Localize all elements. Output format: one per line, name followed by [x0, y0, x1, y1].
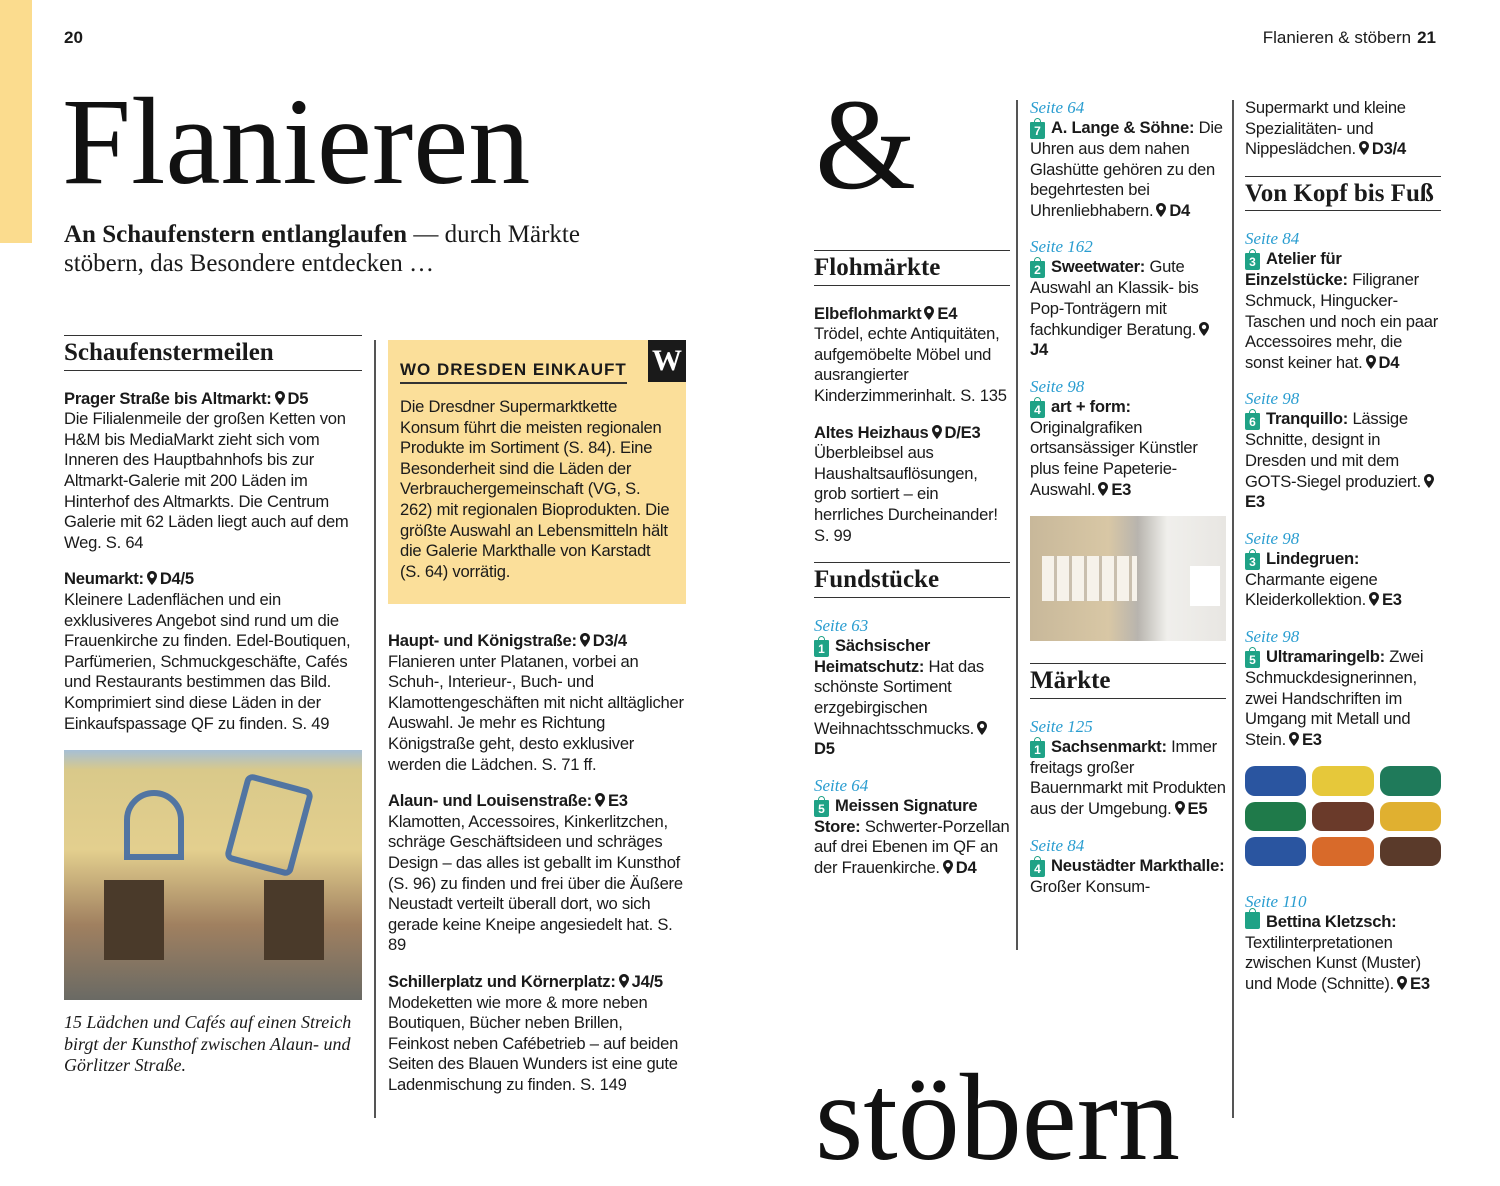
map-pin-icon: [977, 721, 987, 735]
running-head-title: Flanieren & stöbern: [1262, 28, 1412, 47]
shopping-bag-icon: 3: [1245, 553, 1260, 570]
map-pin-icon: [1424, 474, 1434, 488]
map-pin-icon: [595, 793, 605, 807]
map-grid-ref[interactable]: D3/4: [1371, 139, 1406, 159]
section-heading: Märkte: [1030, 663, 1226, 699]
entry-text: Die Filialenmeile der großen Ketten von H&M bis MediaMarkt zieht sich vom Inneren des Hauptbahnhofs bis zur Altmarkt-Galerie mit 200 Läden im Hinterhof des Altmarkts. Die Centrum Galerie mit 62 Läden liegt auch auf dem Weg. S. 64: [64, 409, 349, 552]
map-grid-ref[interactable]: D4/5: [159, 569, 194, 589]
page-reference-link[interactable]: Seite 98: [1245, 528, 1300, 548]
map-grid-ref[interactable]: E3: [1111, 479, 1132, 499]
entry-title: Neumarkt:: [64, 569, 144, 589]
entry-text: Trödel, echte Antiquitäten, aufgemöbelte Möbel und ausrangierter Kinderzimmerinhalt. S. 135: [814, 324, 1007, 405]
intro-text: [64, 220, 624, 278]
entry-title: Lindegruen:: [1266, 548, 1360, 568]
entry-title: Sachsenmarkt:: [1051, 736, 1167, 756]
page-reference-link[interactable]: Seite 63: [814, 615, 869, 635]
map-pin-icon: [1369, 592, 1379, 606]
page-reference-link[interactable]: Seite 110: [1245, 892, 1307, 912]
entry: [1030, 98, 1226, 221]
entry-text: Originalgrafiken ortsansässiger Künstler plus feine Papeterie-Auswahl.: [1030, 417, 1198, 499]
column-streets: [388, 631, 686, 1111]
shopping-bag-icon: 4: [1030, 860, 1045, 877]
map-pin-icon: [1199, 322, 1209, 336]
page-reference-link[interactable]: Seite 84: [1030, 835, 1085, 855]
title-stoebern: stöbern: [815, 1049, 1181, 1186]
entry-text: Überbleibsel aus Haushaltsauflösungen, grob sortiert – ein herrliches Durcheinander! S. 99: [814, 443, 998, 545]
photo-kunsthof: [64, 750, 362, 1000]
entry-title: Sweetwater:: [1051, 257, 1146, 277]
map-pin-icon: [147, 571, 157, 585]
page-number-left: 20: [64, 28, 83, 47]
entry: [1245, 389, 1441, 512]
map-grid-ref[interactable]: D5: [287, 388, 309, 408]
photo-gallery: [1030, 516, 1226, 641]
entry: [64, 569, 362, 734]
entry-text: Filigraner Schmuck, Hingucker-Taschen und noch ein paar Accessoires mehr, die sonst keiner hat.: [1245, 270, 1439, 372]
entry: [388, 631, 686, 775]
info-box-title: WO DRESDEN EINKAUFT: [400, 360, 627, 384]
map-pin-icon: [580, 633, 590, 647]
shopping-bag-icon: 7: [1030, 122, 1045, 139]
page-number-right: 21: [1417, 28, 1436, 47]
page-reference-link[interactable]: Seite 64: [1030, 98, 1085, 117]
entry: [1245, 529, 1441, 611]
entry: [1245, 892, 1441, 994]
map-pin-icon: [1366, 355, 1376, 369]
entry: [814, 304, 1010, 407]
map-grid-ref[interactable]: D4: [1378, 352, 1400, 372]
page-reference-link[interactable]: Seite 162: [1030, 237, 1093, 257]
intro-rest: — durch Märkte stöbern, das Besondere entdecken …: [64, 221, 580, 277]
photo-caption: 15 Lädchen und Cafés auf einen Streich birgt der Kunsthof zwischen Alaun- und Görlitzer Straße.: [64, 1012, 352, 1076]
intro-bold: An Schaufenstern entlanglaufen: [64, 221, 408, 248]
entry-title: Bettina Kletzsch:: [1266, 912, 1397, 932]
shopping-bag-icon: 3: [1245, 253, 1260, 270]
shopping-bag-icon: [1245, 912, 1260, 929]
entry: [814, 423, 1010, 547]
map-pin-icon: [619, 974, 629, 988]
entry-title: Altes Heizhaus: [814, 422, 929, 442]
title-flanieren: Flanieren: [62, 73, 531, 210]
entry: [1030, 237, 1226, 360]
map-grid-ref[interactable]: E4: [937, 303, 958, 323]
map-pin-icon: [932, 425, 942, 439]
entry: [1030, 836, 1226, 898]
shopping-bag-icon: 5: [1245, 651, 1260, 668]
continued-entry: [1245, 98, 1441, 160]
map-pin-icon: [924, 306, 934, 320]
entry-title: Haupt- und Königstraße:: [388, 631, 577, 650]
entry-title: Atelier für Einzelstücke:: [1245, 249, 1348, 290]
page-reference-link[interactable]: Seite 98: [1030, 376, 1085, 396]
page-reference-link[interactable]: Seite 84: [1245, 229, 1300, 249]
photo-belt-bags: [1245, 766, 1441, 866]
map-grid-ref[interactable]: E3: [1410, 974, 1430, 994]
map-pin-icon: [1289, 732, 1299, 746]
shopping-bag-icon: 2: [1030, 261, 1045, 278]
entry: [1245, 229, 1441, 373]
column-flohmaerkte: [814, 250, 1010, 894]
shopping-bag-icon: 5: [814, 800, 829, 817]
entry-title: Meissen Signature Store:: [814, 795, 978, 836]
entry: [814, 616, 1010, 760]
entry-text: Textilinterpretationen zwischen Kunst (Muster) und Mode (Schnitte).: [1245, 932, 1421, 994]
info-box-text: Die Dresdner Supermarktkette Konsum führt die meisten regionalen Produkte im Sortiment (S. 84). Eine Besonderheit sind die Läden der Verbrauchergemeinschaft (VG, S. 262) mit regionalen Bioprodukten. Die größte Auswahl an Lebensmitteln hält die Galerie Markthalle von Karstadt (S. 64) vorrätig.: [400, 397, 670, 581]
entry-title: Elbeflohmarkt: [814, 303, 922, 323]
shopping-bag-icon: 6: [1245, 413, 1260, 430]
column-divider: [1016, 100, 1018, 950]
yellow-page-tab: [0, 0, 32, 243]
map-grid-ref[interactable]: E5: [1187, 798, 1208, 818]
section-heading: Flohmärkte: [814, 250, 1010, 286]
shopping-bag-icon: 4: [1030, 401, 1045, 418]
entry-text: Zwei Schmuckdesignerinnen, zwei Handschriften im Umgang mit Metall und Stein.: [1245, 646, 1424, 749]
entry: [388, 972, 686, 1096]
entry-title: Schillerplatz und Körnerplatz:: [388, 971, 616, 991]
entry-text: Großer Konsum-: [1030, 876, 1151, 896]
running-head: [1263, 28, 1436, 48]
entry-title: Tranquillo:: [1266, 409, 1349, 429]
entry-text: Lässige Schnitte, designt in Dresden und mit dem GOTS-Siegel produziert.: [1245, 409, 1421, 491]
entry-title: Ultramaringelb:: [1266, 646, 1385, 666]
entry: [388, 791, 686, 956]
entry-title: Neustädter Markthalle:: [1051, 855, 1225, 875]
map-grid-ref[interactable]: E3: [1301, 729, 1322, 749]
info-box: [388, 340, 686, 604]
column-schaufenstermeilen: [64, 335, 362, 1077]
entry-text: Modeketten wie more & more neben Boutiquen, Bücher neben Brillen, Feinkost neben Cafébetrieb – auf beiden Seiten des Blauen Wunders ist eine gute Ladenmischung zu finden. S. 149: [388, 992, 679, 1094]
map-grid-ref[interactable]: D/E3: [944, 422, 981, 442]
page-reference-link[interactable]: Seite 98: [1245, 626, 1300, 646]
map-grid-ref[interactable]: E3: [607, 791, 628, 811]
entry-title: art + form:: [1051, 396, 1131, 416]
map-pin-icon: [1098, 482, 1108, 496]
column-5: [1245, 98, 1441, 1011]
map-pin-icon: [1156, 203, 1166, 217]
section-heading: Schaufenstermeilen: [64, 335, 362, 371]
map-grid-ref[interactable]: J4: [1030, 340, 1048, 360]
entry-text: Hat das schönste Sortiment erzgebirgischen Weihnachtsschmucks.: [814, 656, 984, 738]
map-grid-ref[interactable]: E3: [1381, 590, 1402, 610]
entry-text: Immer freitags großer Bauernmarkt mit Produkten aus der Umgebung.: [1030, 736, 1226, 818]
entry-text: Flanieren unter Platanen, vorbei an Schuh-, Interieur-, Buch- und Klamottengeschäften mit nicht alltäglicher Auswahl. Je mehr es Richtung Königstraße geht, desto exklusiver werden die Lädchen. S. 71 ff.: [388, 651, 684, 774]
page-reference-link[interactable]: Seite 64: [814, 775, 869, 795]
page-reference-link[interactable]: Seite 125: [1030, 716, 1093, 736]
page-reference-link[interactable]: Seite 98: [1245, 389, 1300, 409]
map-pin-icon: [1359, 141, 1369, 155]
map-grid-ref[interactable]: D4: [955, 857, 977, 877]
w-logo: W: [648, 340, 686, 382]
entry: [1030, 717, 1226, 820]
column-divider: [374, 340, 376, 1118]
map-grid-ref[interactable]: D5: [814, 739, 835, 759]
column-divider: [1232, 100, 1234, 1118]
entry-title: Prager Straße bis Altmarkt:: [64, 388, 272, 408]
title-ampersand: &: [815, 73, 917, 217]
map-grid-ref[interactable]: E3: [1245, 492, 1265, 512]
map-grid-ref[interactable]: D4: [1169, 200, 1191, 220]
entry: [64, 389, 362, 554]
entry-text: Die Uhren aus dem nahen Glashütte gehören zu den begehrtesten bei Uhrenliebhabern.: [1030, 118, 1223, 220]
map-pin-icon: [1175, 801, 1185, 815]
shopping-bag-icon: 1: [1030, 741, 1045, 758]
entry-title: A. Lange & Söhne:: [1051, 118, 1195, 137]
column-4: [1030, 98, 1226, 913]
section-heading: Fundstücke: [814, 562, 1010, 598]
entry-title: Alaun- und Louisenstraße:: [388, 791, 592, 811]
entry-title: Sächsischer Heimatschutz:: [814, 635, 931, 676]
map-grid-ref[interactable]: D3/4: [592, 631, 627, 650]
map-grid-ref[interactable]: J4/5: [631, 971, 663, 991]
entry-text: Klamotten, Accessoires, Kinkerlitzchen, schräge Geschäftsideen und schräges Design – das alles ist geballt im Kunsthof (S. 96) zu finden und frei über die Äußere Neustadt verteilt überall dort, wo sich gerade keine Kneipe angesiedelt hat. S. 89: [388, 811, 683, 955]
map-pin-icon: [1397, 976, 1407, 990]
entry-text: Kleinere Ladenflächen und ein exklusiveres Angebot sind rund um die Frauenkirche zu finden. Edel-Boutiquen, Parfümerien, Schmuckgeschäfte, Cafés und Restaurants bestimmen das Bild. Komprimiert sind diese Läden in der Einkaufspassage QF zu finden. S. 49: [64, 589, 351, 733]
entry: [1245, 627, 1441, 750]
map-pin-icon: [943, 860, 953, 874]
entry: [1030, 377, 1226, 500]
map-pin-icon: [275, 391, 285, 405]
entry: [814, 776, 1010, 879]
shopping-bag-icon: 1: [814, 640, 829, 657]
entry-text: Schwerter-Porzellan auf drei Ebenen im QF an der Frauenkirche.: [814, 816, 1010, 877]
entry-text: Supermarkt und kleine Spezialitäten- und Nippeslädchen.: [1245, 98, 1406, 159]
entry-text: Charmante eigene Kleiderkollektion.: [1245, 569, 1378, 610]
section-heading: Von Kopf bis Fuß: [1245, 176, 1441, 212]
entry-text: Gute Auswahl an Klassik- bis Pop-Tonträgern mit fachkundiger Beratung.: [1030, 257, 1199, 339]
